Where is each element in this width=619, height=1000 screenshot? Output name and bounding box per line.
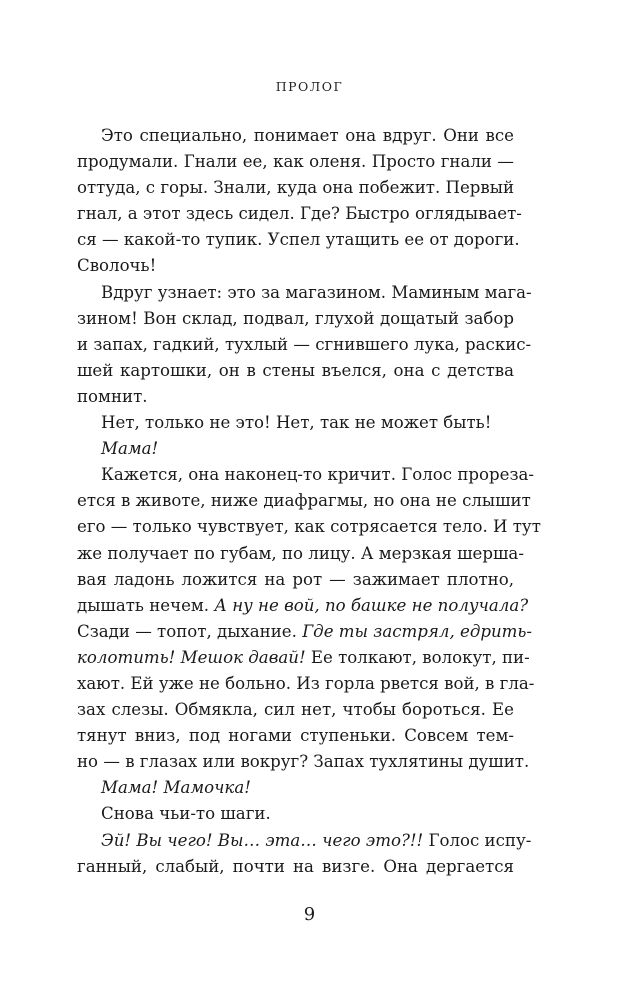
text-segment: Это специально, понимает она вдруг. Они все — [101, 126, 514, 145]
text-line — [77, 384, 514, 410]
text-line — [77, 306, 514, 332]
text-line — [77, 514, 541, 540]
text-line — [77, 227, 520, 253]
text-line — [77, 723, 514, 749]
text-line — [77, 645, 530, 671]
text-line — [77, 671, 535, 697]
page-number: 9 — [303, 904, 316, 925]
text-line — [77, 854, 514, 880]
text-segment: шей картошки, он в стены въелся, она с детства — [77, 360, 514, 380]
text-line — [77, 567, 514, 593]
text-segment: и запах, гадкий, тухлый — сгнившего лука, раскис- — [77, 334, 532, 354]
text-segment: продумали. Гнали ее, как оленя. Просто гнали — — [77, 152, 514, 172]
text-line — [77, 749, 530, 775]
text-segment: но — в глазах или вокруг? Запах тухлятины душит. — [77, 752, 530, 772]
text-segment: его — только чувствует, как сотрясается тело. И тут — [77, 517, 541, 537]
text-line — [77, 488, 531, 514]
text-line — [77, 619, 533, 645]
text-segment: дышать нечем. — [77, 595, 215, 615]
text-line — [77, 462, 535, 488]
italic-segment: Эй! Вы чего! Вы… эта… чего это?!! — [101, 830, 424, 850]
text-line — [77, 541, 524, 567]
text-segment: Вдруг узнает: это за магазином. Маминым мага- — [101, 282, 532, 302]
text-segment: зином! Вон склад, подвал, глухой дощатый забор — [77, 308, 514, 328]
text-line — [77, 697, 514, 723]
text-line — [77, 332, 532, 358]
text-segment: Нет, только не это! Нет, так не может быть! — [101, 413, 492, 433]
text-line — [77, 801, 514, 827]
italic-segment: А ну не вой, по башке не получала? — [214, 595, 529, 615]
text-segment: Ее толкают, волокут, пи- — [305, 647, 530, 667]
text-line — [77, 358, 514, 384]
text-line — [77, 828, 532, 854]
text-segment: гнал, а этот здесь сидел. Где? Быстро оглядывает- — [77, 204, 522, 224]
text-line — [77, 201, 522, 227]
text-segment: тянут вниз, под ногами ступеньки. Совсем тем- — [77, 726, 514, 746]
text-segment: ганный, слабый, почти на визге. Она дергается — [77, 856, 514, 876]
text-segment: помнит. — [77, 386, 148, 406]
text-segment: ся — какой-то тупик. Успел утащить ее от дороги. — [77, 230, 520, 250]
text-line — [77, 410, 514, 436]
text-line — [77, 123, 514, 149]
text-line — [77, 436, 514, 462]
text-line — [77, 280, 532, 306]
running-header: ПРОЛОГ — [275, 79, 344, 94]
text-segment: хают. Ей уже не больно. Из горла рвется вой, в гла- — [77, 673, 535, 693]
text-segment: оттуда, с горы. Знали, куда она побежит. Первый — [77, 178, 515, 198]
text-segment: Голос испу- — [423, 830, 532, 850]
text-segment: Снова чьи-то шаги. — [101, 804, 271, 824]
text-segment: Кажется, она наконец-то кричит. Голос прореза- — [101, 465, 535, 485]
body-text — [77, 123, 541, 880]
text-segment: же получает по губам, по лицу. А мерзкая шерша- — [77, 543, 524, 563]
text-segment: ется в животе, ниже диафрагмы, но она не слышит — [77, 491, 531, 511]
text-segment: вая ладонь ложится на рот — зажимает плотно, — [77, 569, 514, 589]
text-line — [77, 149, 514, 175]
text-segment: зах слезы. Обмякла, сил нет, чтобы бороться. Ее — [77, 700, 514, 720]
italic-segment: Мама! — [101, 439, 159, 459]
text-segment: Сзади — топот, дыхание. — [77, 621, 303, 641]
text-line — [77, 593, 529, 619]
italic-segment: Где ты застрял, едрить- — [302, 621, 533, 641]
italic-segment: Мама! Мамочка! — [101, 778, 251, 798]
text-line — [77, 175, 514, 201]
italic-segment: колотить! Мешок давай! — [77, 647, 306, 667]
text-segment: Сволочь! — [77, 256, 157, 276]
text-line — [77, 253, 514, 279]
text-line — [77, 775, 514, 801]
